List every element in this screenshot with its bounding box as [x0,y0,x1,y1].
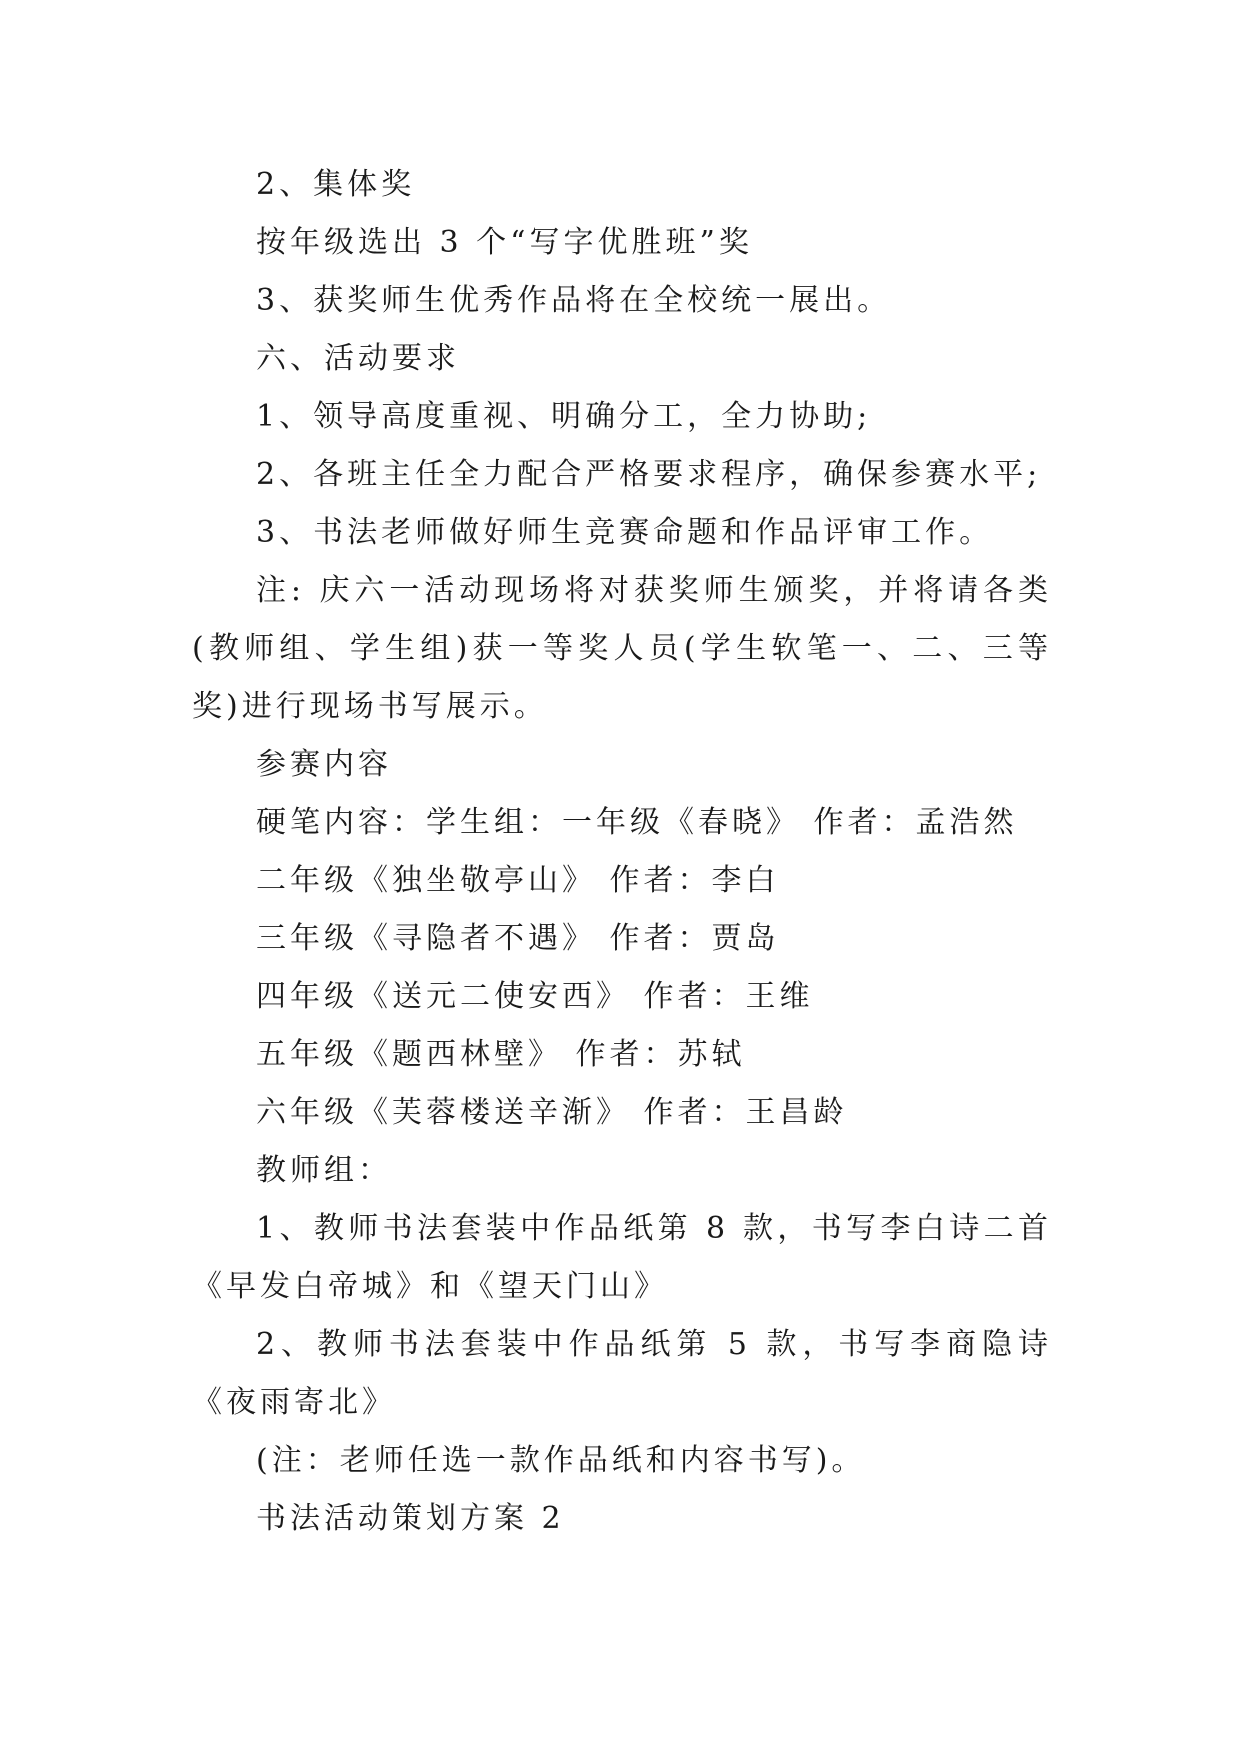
paragraph-grade-5: 五年级《题西林壁》 作者：苏轼 [256,1037,746,1072]
paragraph-teacher-item-2: 2、教师书法套装中作品纸第 5 款，书写李商隐诗《夜雨寄北》 [192,1327,1052,1420]
paragraph-note: 注: 庆六一活动现场将对获奖师生颁奖，并将请各类(教师组、学生组)获一等奖人员(学生软笔一、二、三等奖)进行现场书写展示。 [192,573,1052,724]
heading-activity-requirements: 六、活动要求 [256,341,460,376]
paragraph-exhibition: 3、获奖师生优秀作品将在全校统一展出。 [256,283,892,318]
paragraph-grade-2: 二年级《独坐敬亭山》 作者：李白 [256,863,780,898]
heading-plan-2: 书法活动策划方案 2 [256,1501,565,1536]
heading-collective-award: 2、集体奖 [256,167,416,202]
paragraph-teacher-item-1: 1、教师书法套装中作品纸第 8 款，书写李白诗二首《早发白帝城》和《望天门山》 [192,1211,1052,1304]
paragraph-class-award: 按年级选出 3 个“写字优胜班”奖 [256,225,753,260]
paragraph-requirement-2: 2、各班主任全力配合严格要求程序，确保参赛水平; [256,457,1042,492]
paragraph-grade-3: 三年级《寻隐者不遇》 作者：贾岛 [256,921,780,956]
paragraph-requirement-1: 1、领导高度重视、明确分工，全力协助; [256,399,872,434]
paragraph-teacher-note: (注：老师任选一款作品纸和内容书写)。 [256,1443,866,1478]
paragraph-grade-1: 硬笔内容：学生组：一年级《春晓》 作者：孟浩然 [256,805,1018,840]
heading-teacher-group: 教师组： [256,1153,392,1188]
paragraph-requirement-3: 3、书法老师做好师生竞赛命题和作品评审工作。 [256,515,994,550]
heading-contest-content: 参赛内容 [256,747,392,782]
paragraph-grade-4: 四年级《送元二使安西》 作者：王维 [256,979,814,1014]
document-body [192,156,1052,1548]
paragraph-grade-6: 六年级《芙蓉楼送辛渐》 作者：王昌龄 [256,1095,848,1130]
